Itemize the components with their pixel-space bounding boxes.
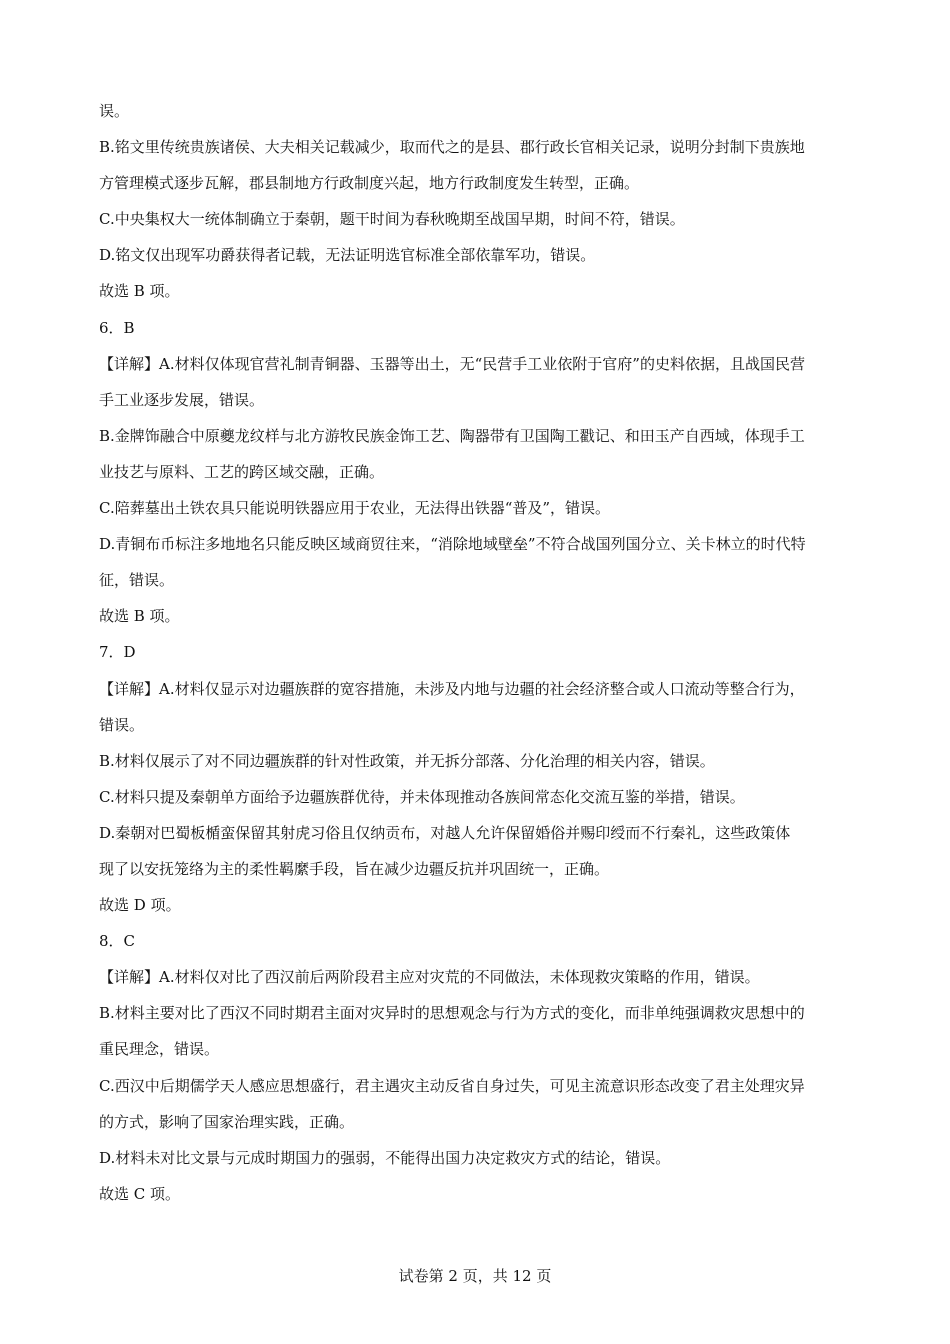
text-line: B.铭文里传统贵族诸侯、大夫相关记载减少，取而代之的是县、郡行政长官相关记录，说明分封制下贵族地 [99, 138, 805, 157]
text-line: 错误。 [99, 715, 145, 734]
text-line: B.材料主要对比了西汉不同时期君主面对灾异时的思想观念与行为方式的变化，而非单纯强调救灾思想中的 [99, 1004, 805, 1023]
text-line: C.陪葬墓出土铁农具只能说明铁器应用于农业，无法得出铁器“普及”，错误。 [99, 499, 611, 518]
text-line: C.西汉中后期儒学天人感应思想盛行，君主遇灾主动反省自身过失，可见主流意识形态改变了君主处理灾异 [99, 1076, 805, 1095]
text-line: 故选 C 项。 [99, 1184, 181, 1203]
text-line: B.材料仅展示了对不同边疆族群的针对性政策，并无拆分部落、分化治理的相关内容，错误。 [99, 751, 715, 770]
text-line: 误。 [99, 102, 130, 120]
text-line: 手工业逐步发展，错误。 [99, 390, 265, 409]
text-line: 的方式，影响了国家治理实践，正确。 [99, 1112, 355, 1131]
text-line: 7．D [99, 643, 136, 662]
text-line: 故选 B 项。 [99, 607, 180, 626]
text-line: 方管理模式逐步瓦解，郡县制地方行政制度兴起，地方行政制度发生转型，正确。 [99, 174, 640, 193]
text-line: C.材料只提及秦朝单方面给予边疆族群优待，并未体现推动各族间常态化交流互鉴的举措，错误。 [99, 787, 745, 806]
document-body [99, 93, 859, 1212]
text-line: 故选 B 项。 [99, 282, 180, 301]
text-line: D.铭文仅出现军功爵获得者记载，无法证明选官标准全部依靠军功，错误。 [99, 246, 596, 265]
text-line: D.青铜布币标注多地地名只能反映区域商贸往来，“消除地域壁垒”不符合战国列国分立、关卡林立的时代特 [99, 535, 806, 554]
text-line: D.秦朝对巴蜀板楯蛮保留其射虎习俗且仅纳贡布，对越人允许保留婚俗并赐印绶而不行秦礼，这些政策体 [99, 823, 791, 842]
text-line: 征，错误。 [99, 571, 175, 590]
text-line: 【详解】A.材料仅对比了西汉前后两阶段君主应对灾荒的不同做法，未体现救灾策略的作用，错误。 [99, 968, 760, 987]
text-line: B.金牌饰融合中原夔龙纹样与北方游牧民族金饰工艺、陶器带有卫国陶工戳记、和田玉产自西域，体现手工 [99, 426, 805, 445]
text-line: 故选 D 项。 [99, 896, 181, 915]
text-line: D.材料未对比文景与元成时期国力的强弱，不能得出国力决定救灾方式的结论，错误。 [99, 1148, 671, 1167]
text-line: 8．C [99, 932, 136, 951]
text-line: 现了以安抚笼络为主的柔性羁縻手段，旨在减少边疆反抗并巩固统一，正确。 [99, 859, 610, 878]
text-line: 重民理念，错误。 [99, 1040, 220, 1059]
text-line: 【详解】A.材料仅显示对边疆族群的宽容措施，未涉及内地与边疆的社会经济整合或人口流动等整合行为， [99, 679, 805, 698]
text-line: 业技艺与原料、工艺的跨区域交融，正确。 [99, 462, 385, 481]
page-footer: 试卷第 2 页，共 12 页 [398, 1267, 552, 1285]
text-line: 【详解】A.材料仅体现官营礼制青铜器、玉器等出土，无“民营手工业依附于官府”的史料依据，且战国民营 [99, 354, 805, 373]
text-line: 6．B [99, 318, 135, 337]
text-line: C.中央集权大一统体制确立于秦朝，题干时间为春秋晚期至战国早期，时间不符，错误。 [99, 210, 685, 229]
